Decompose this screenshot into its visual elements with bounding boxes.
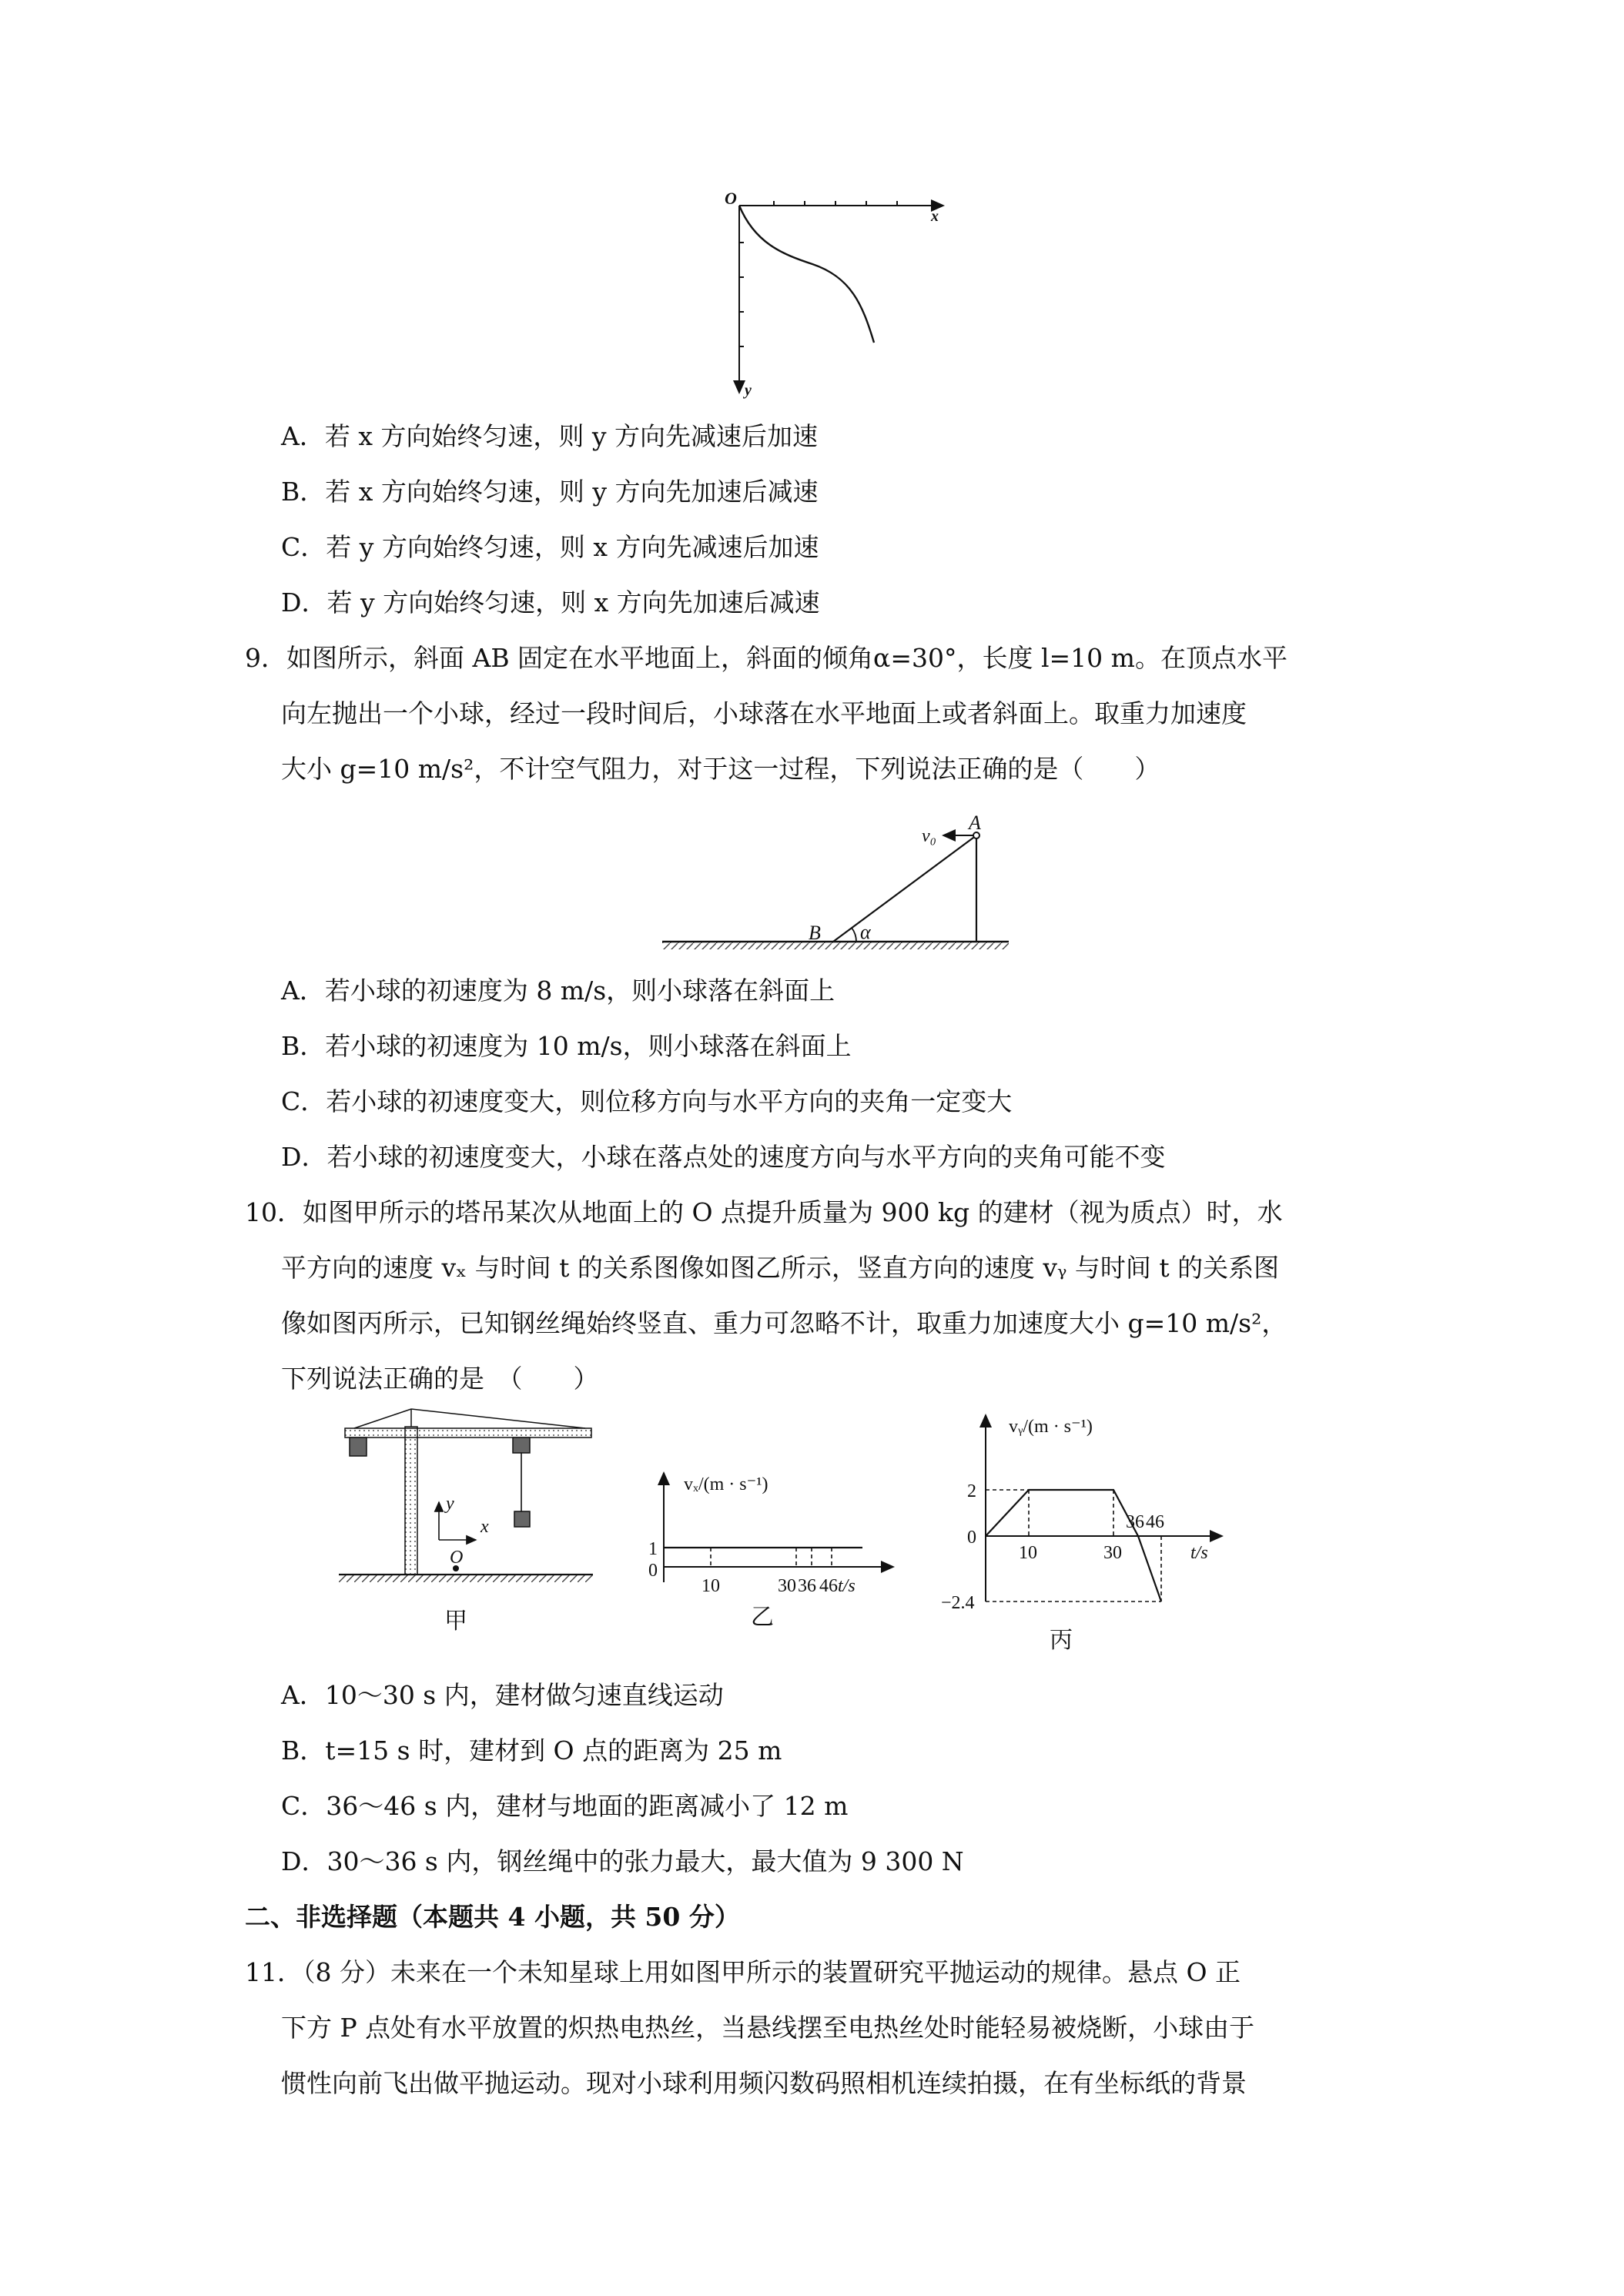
- trajectory-curve: [739, 206, 874, 343]
- vy-graph: [933, 1409, 1241, 1663]
- vx-tick-30: 30: [778, 1576, 796, 1596]
- q8-option-d: D．若 y 方向始终匀速，则 x 方向先加速后减速: [281, 587, 820, 618]
- q10-stem-2: 平方向的速度 vₓ 与时间 t 的关系图像如图乙所示，竖直方向的速度 vᵧ 与时间 t 的关系图: [281, 1253, 1280, 1283]
- q10-stem-1: 10．如图甲所示的塔吊某次从地面上的 O 点提升质量为 900 kg 的建材（视为质点）时，水: [245, 1197, 1283, 1227]
- vy-tick-10: 10: [1019, 1543, 1037, 1563]
- q8-option-a: A．若 x 方向始终匀速，则 y 方向先减速后加速: [281, 421, 819, 451]
- q8-option-b: B．若 x 方向始终匀速，则 y 方向先加速后减速: [281, 477, 819, 507]
- vx-tick-46: 46: [819, 1576, 838, 1596]
- q10-option-d: D．30～36 s 内，钢丝绳中的张力最大，最大值为 9 300 N: [281, 1846, 964, 1876]
- vy-tick-0: 0: [967, 1528, 976, 1548]
- x-axis-label: x: [931, 208, 939, 225]
- crane-figure: [339, 1405, 601, 1644]
- vx-tick-10: 10: [702, 1576, 720, 1596]
- point-b-label: B: [809, 922, 821, 944]
- vx-tick-36: 36: [798, 1576, 816, 1596]
- vx-graph: [631, 1467, 909, 1644]
- q9-option-a: A．若小球的初速度为 8 m/s，则小球落在斜面上: [281, 976, 835, 1006]
- crane-origin-label: O: [450, 1548, 464, 1568]
- origin-label: O: [725, 189, 737, 208]
- q10-option-b: B．t=15 s 时，建材到 O 点的距离为 25 m: [281, 1735, 782, 1766]
- q9-option-c: C．若小球的初速度变大，则位移方向与水平方向的夹角一定变大: [281, 1086, 1013, 1116]
- q9-option-d: D．若小球的初速度变大，小球在落点处的速度方向与水平方向的夹角可能不变: [281, 1142, 1166, 1172]
- section-heading: 二、非选择题（本题共 4 小题，共 50 分）: [245, 1902, 740, 1932]
- vy-tick-2: 2: [967, 1481, 976, 1501]
- vy-tick-36: 36: [1126, 1512, 1144, 1532]
- q10-option-a: A．10～30 s 内，建材做匀速直线运动: [281, 1680, 724, 1710]
- vx-time-unit: t/s: [838, 1576, 856, 1596]
- q9-stem-2: 向左抛出一个小球，经过一段时间后，小球落在水平地面上或者斜面上。取重力加速度: [281, 698, 1247, 728]
- trajectory-figure: [720, 189, 951, 404]
- caption-jia: 甲: [444, 1608, 467, 1634]
- caption-bing: 丙: [1050, 1628, 1073, 1653]
- q9-option-b: B．若小球的初速度为 10 m/s，则小球落在斜面上: [281, 1031, 852, 1061]
- q10-option-c: C．36～46 s 内，建材与地面的距离减小了 12 m: [281, 1791, 849, 1821]
- q10-stem-3: 像如图丙所示，已知钢丝绳始终竖直、重力可忽略不计，取重力加速度大小 g=10 m/s²，: [281, 1308, 1287, 1338]
- q11-line-2: 下方 P 点处有水平放置的炽热电热丝，当悬线摆至电热丝处时能轻易被烧断，小球由于: [281, 2013, 1255, 2043]
- vx-tick-1: 1: [648, 1539, 658, 1559]
- v0-label: v₀: [922, 826, 936, 846]
- vy-axis-label: vᵧ/(m · s⁻¹): [1009, 1417, 1093, 1437]
- caption-yi: 乙: [751, 1605, 774, 1630]
- vy-tick-30: 30: [1103, 1543, 1122, 1563]
- vx-zero: 0: [648, 1561, 658, 1581]
- y-axis-label: y: [745, 382, 752, 399]
- q9-stem-3: 大小 g=10 m/s²，不计空气阻力，对于这一过程，下列说法正确的是（ ）: [281, 754, 1160, 784]
- alpha-label: α: [860, 921, 871, 943]
- q9-stem-1: 9．如图所示，斜面 AB 固定在水平地面上，斜面的倾角α=30°，长度 l=10 m。在顶点水平: [245, 643, 1287, 673]
- vy-tick-neg: −2.4: [941, 1593, 975, 1613]
- point-a-label: A: [969, 812, 981, 834]
- vy-time-unit: t/s: [1190, 1543, 1208, 1563]
- incline-figure: [662, 805, 1016, 951]
- q10-stem-4: 下列说法正确的是 （ ）: [281, 1364, 599, 1394]
- q8-option-c: C．若 y 方向始终匀速，则 x 方向先减速后加速: [281, 532, 819, 562]
- vy-tick-46: 46: [1146, 1512, 1164, 1532]
- crane-x-label: x: [481, 1517, 489, 1537]
- crane-y-label: y: [446, 1494, 454, 1514]
- q11-line-3: 惯性向前飞出做平抛运动。现对小球利用频闪数码照相机连续拍摄，在有坐标纸的背景: [281, 2068, 1247, 2098]
- vx-axis-label: vₓ/(m · s⁻¹): [684, 1474, 768, 1494]
- q11-line-1: 11．（8 分）未来在一个未知星球上用如图甲所示的装置研究平抛运动的规律。悬点 O 正: [245, 1957, 1241, 1987]
